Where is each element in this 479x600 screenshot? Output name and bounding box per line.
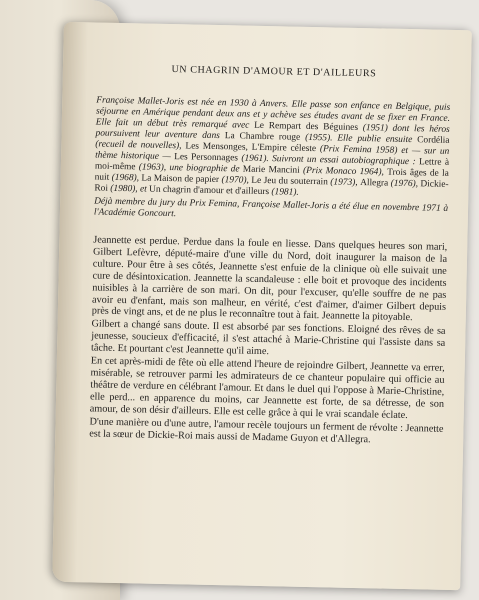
bio-text: (1981). xyxy=(268,187,299,198)
bio-text: (1976), xyxy=(388,178,421,190)
synopsis-paragraph: En cet après-midi de fête où elle attend l'heure de rejoindre Gilbert, Jeannette va errer, misérable, se retrouver parmi les admirateurs de ce chanteur populaire qui officie au théâtre de verdure en célébrant l'amour. Et dans le duel qui l'oppose à Marie-Christine, elle perd... en apparence du moins, car Jeannette est forte, de sa détresse, de son amour, de son désir d'ailleurs. Elle est celle grâce à qui le vrai scandale éclate. xyxy=(89,355,445,421)
synopsis-paragraph: Gilbert a changé sans doute. Il est absorbé par ses fonctions. Eloigné des rêves de sa jeunesse, soucieux d'efficacité, il s'est attaché à Marie-Christine qui l'assiste dans sa tâche. Et pourtant c'est Jeannette qu'il aime. xyxy=(90,318,446,358)
bio-text: (1970), xyxy=(218,175,252,186)
bio-text: Françoise Mallet-Joris est née en 1930 à Anvers. Elle passe son enfance en Belgique, puis séjourne en Amérique pendant deux ans et y achève ses études avant de se fixer en France. Elle fait un début très remarqué avec xyxy=(95,95,451,131)
book-title: Les Personnages xyxy=(174,152,239,164)
page-content xyxy=(89,62,451,448)
book-title: Les Mensonges, L'Empire céleste xyxy=(185,141,317,155)
synopsis xyxy=(89,234,447,447)
bio-note: Déjà membre du jury du Prix Femina, Françoise Mallet-Joris a été élue en novembre 1971 à l'Académie Goncourt. xyxy=(93,196,449,220)
book-title: Allegra xyxy=(360,178,389,189)
book-title: La Chambre rouge xyxy=(224,131,301,143)
bio-text: (1980), et xyxy=(107,183,150,195)
back-cover-page xyxy=(52,22,472,590)
book-title: Trois âges de la nuit xyxy=(94,167,449,183)
bio-text: (recueil de nouvelles), xyxy=(95,139,186,152)
book-title: Un chagrin d'amour et d'ailleurs xyxy=(148,184,270,198)
book-title: Marie Mancini xyxy=(242,164,300,176)
book-title: Cordélia xyxy=(417,135,450,146)
bio-text: (1973), xyxy=(327,177,361,189)
bio-text: (1955). Elle publie ensuite xyxy=(300,132,418,146)
page-title: UN CHAGRIN D'AMOUR ET D'AILLEURS xyxy=(171,64,377,80)
book-title: La Maison de papier xyxy=(141,173,220,186)
bio-text: (Prix Femina 1958) et — sur un thème historique — xyxy=(95,144,450,163)
book-title: Le Rempart des Béguines xyxy=(254,120,359,133)
bio-text: (1961). Suivront un essai autobiographique : xyxy=(237,153,420,168)
bio-text: (1968), xyxy=(109,172,142,184)
synopsis-paragraph: D'une manière ou d'une autre, l'amour recèle toujours un ferment de révolte : Jeannette est la sœur de Dickie-Roi mais aussi de Madame Guyon et d'Allegra. xyxy=(89,416,444,445)
bio-text: (Prix Monaco 1964), xyxy=(299,165,388,178)
bio-text: (1963), une biographie de xyxy=(135,162,243,175)
bio-text: (1951) dont les héros poursuivent leur aventure dans xyxy=(95,122,450,142)
author-bio xyxy=(94,95,450,225)
bio-paragraph xyxy=(94,95,450,201)
book-title: Lettre à moi-même xyxy=(94,157,450,173)
book-title: Le Jeu du souterrain xyxy=(251,175,328,188)
synopsis-paragraph: Jeannette est perdue. Perdue dans la foule en liesse. Dans quelques heures son mari, Gilbert Lefèvre, député-maire d'une ville du Nord, doit inaugurer la maison de la culture. Pour être à ses côtés, Jeannette s'est enfuie de la clinique où elle suivait une cure de désintoxication. Jeannette la scandaleuse : elle boit et provoque des incidents nuisibles à la carrière de son mari. On dit, pour l'excuser, qu'elle souffre de ne pas avoir eu d'enfant, mais son malheur, en vérité, c'est d'aimer, d'aimer Gilbert depuis près de vingt ans, et de ne plus le reconnaître tout à fait. Jeannette la pitoyable. xyxy=(91,234,448,324)
book-title: Dickie-Roi xyxy=(94,179,449,194)
